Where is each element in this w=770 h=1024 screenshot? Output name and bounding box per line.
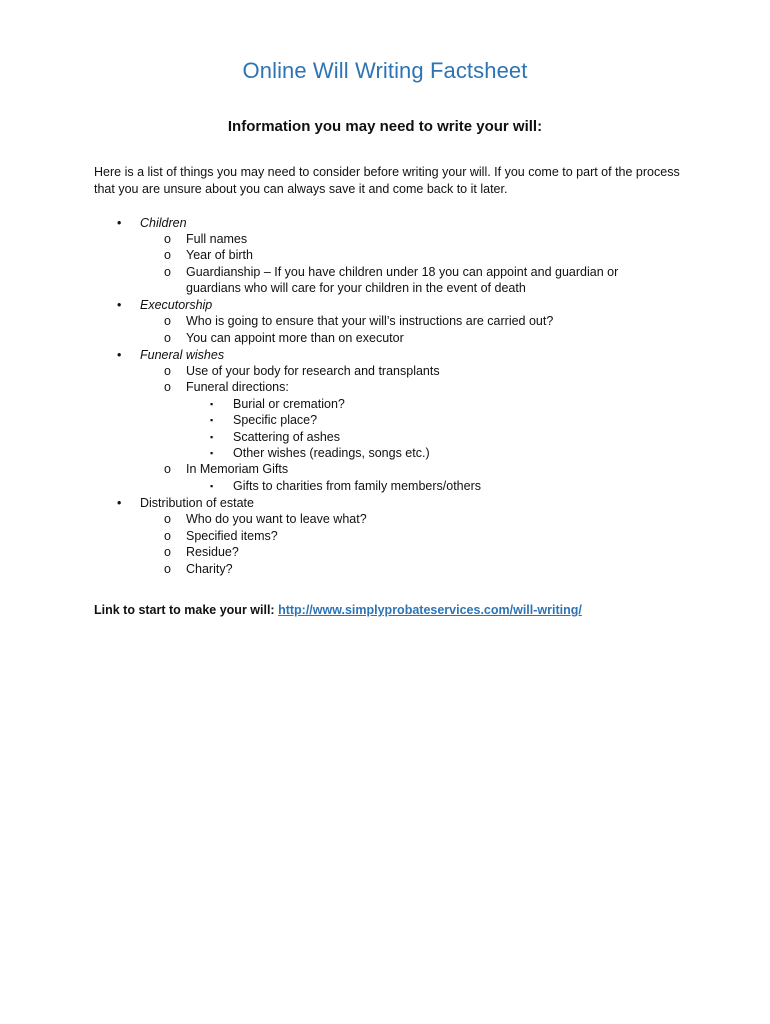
circle-bullet-icon: o [164, 248, 171, 262]
list-item-text: Gifts to charities from family members/others [233, 479, 481, 493]
square-bullet-icon: ▪ [210, 481, 214, 491]
list-item-text: Who do you want to leave what? [186, 512, 367, 526]
circle-bullet-icon: o [164, 331, 171, 345]
list-item-text: Use of your body for research and transplants [186, 364, 440, 378]
list-item-text: Funeral directions: [186, 380, 289, 394]
bullet-icon: • [117, 496, 122, 510]
intro-paragraph: Here is a list of things you may need to consider before writing your will. If you come to part of the process that you are unsure about you can always save it and come back to it later. [94, 165, 680, 196]
list-item-text: Specific place? [233, 413, 318, 427]
bullet-icon: • [117, 216, 122, 230]
list-item-text: Burial or cremation? [233, 397, 345, 411]
link-label: Link to start to make your will: [94, 603, 275, 617]
circle-bullet-icon: o [164, 314, 171, 328]
list-item-text: Other wishes (readings, songs etc.) [233, 446, 430, 460]
list-item-text: Scattering of ashes [233, 430, 341, 444]
list-item-text: In Memoriam Gifts [186, 462, 289, 476]
list-item-text: Charity? [186, 562, 233, 576]
circle-bullet-icon: o [164, 512, 171, 526]
bullet-icon: • [117, 298, 122, 312]
circle-bullet-icon: o [164, 529, 171, 543]
square-bullet-icon: ▪ [210, 399, 214, 409]
section-heading: Distribution of estate [140, 496, 254, 510]
square-bullet-icon: ▪ [210, 415, 214, 425]
list-item-text: Guardianship – If you have children under 18 you can appoint and guardian or [186, 265, 619, 279]
section-heading: Children [140, 216, 187, 230]
circle-bullet-icon: o [164, 265, 171, 279]
will-writing-link[interactable]: http://www.simplyprobateservices.com/will-writing/ [278, 603, 582, 617]
square-bullet-icon: ▪ [210, 432, 214, 442]
list-item-text: Specified items? [186, 529, 278, 543]
circle-bullet-icon: o [164, 545, 171, 559]
square-bullet-icon: ▪ [210, 448, 214, 458]
section-heading: Funeral wishes [140, 348, 225, 362]
list-item-text: Who is going to ensure that your will’s instructions are carried out? [186, 314, 554, 328]
circle-bullet-icon: o [164, 232, 171, 246]
page-title: Online Will Writing Factsheet [242, 58, 528, 83]
link-paragraph [94, 603, 582, 617]
list-item-text: You can appoint more than on executor [186, 331, 404, 345]
circle-bullet-icon: o [164, 364, 171, 378]
section-heading: Executorship [140, 298, 213, 312]
list-item-text: Residue? [186, 545, 239, 559]
bullet-icon: • [117, 348, 122, 362]
circle-bullet-icon: o [164, 380, 171, 394]
circle-bullet-icon: o [164, 462, 171, 476]
list-item-text: Full names [186, 232, 248, 246]
page-subtitle: Information you may need to write your will: [227, 118, 543, 135]
circle-bullet-icon: o [164, 562, 171, 576]
list-item-text: Year of birth [186, 248, 253, 262]
list-item-text: guardians who will care for your children in the event of death [186, 281, 526, 295]
